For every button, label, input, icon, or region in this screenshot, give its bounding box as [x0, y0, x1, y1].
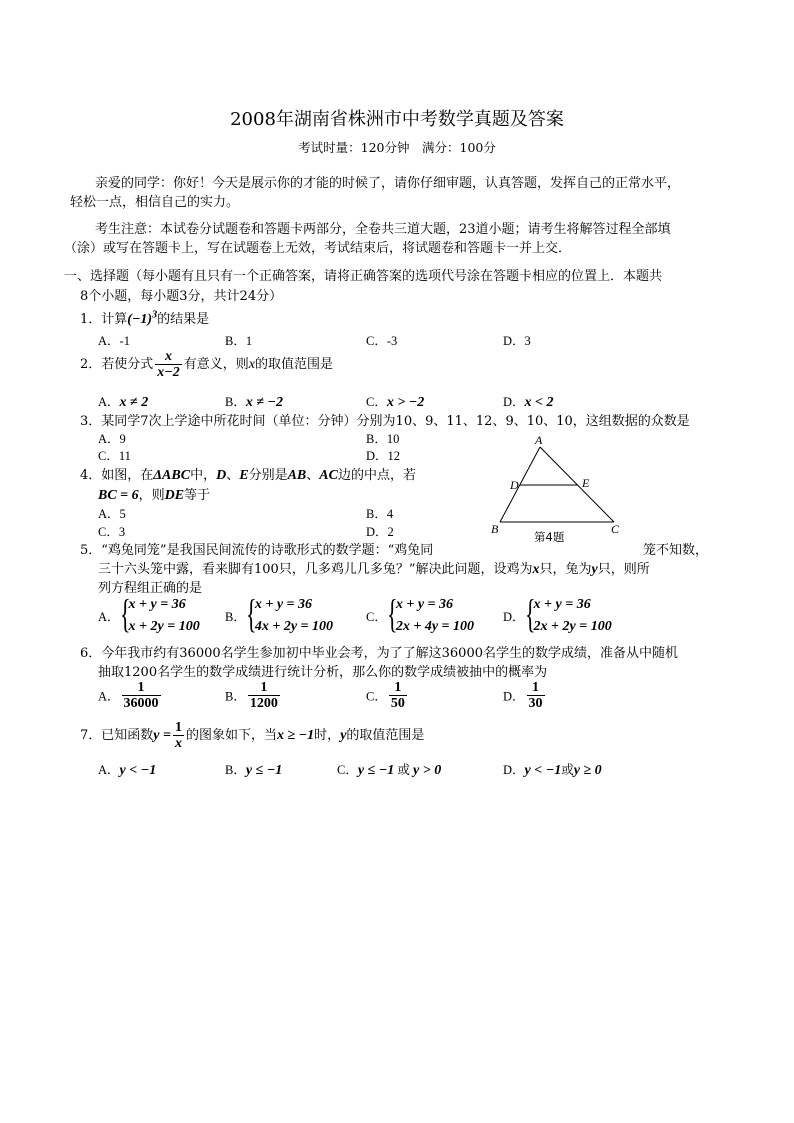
q5-option-a: A． { x + y = 36 x + 2y = 100 [98, 591, 200, 636]
intro-line-1: 亲爱的同学：你好！今天是展示你的才能的时候了，请你仔细审题，认真答题，发挥自己的正常水平， [95, 176, 681, 191]
q1-prefix: 1．计算 [80, 312, 128, 327]
notice-line-2: （涂）或写在答题卡上，写在试题卷上无效，考试结束后，将试题卷和答题卡一并上交． [64, 241, 572, 256]
q2-option-a: A．x ≠ 2 [98, 395, 149, 410]
exam-info: 考试时量：120分钟 满分：100分 [298, 140, 496, 155]
q2-fraction: $\frac{x}{x-2}$ [157, 349, 180, 380]
q6-option-a: A． $\frac{1}{36000}$ [98, 680, 159, 711]
q7-option-a: A．y < −1 [98, 763, 157, 778]
question-5-line-2: 三十六头笼中露，看来脚有100只，几多鸡儿几多兔？”解决此问题，设鸡为x只，兔为y只，则所 [98, 562, 650, 577]
notice-line-1: 考生注意：本试卷分试题卷和答题卡两部分，全卷共三道大题，23道小题；请考生将解答过程全部填 [95, 222, 671, 237]
question-4-line-2: BC = 6，则DE等于 [98, 488, 211, 503]
question-5-line-3: 列方程组正确的是 [98, 581, 203, 596]
q2-prefix: 2．若使分式 [80, 357, 154, 372]
q1-option-b: B．1 [225, 334, 253, 348]
question-6-line-1: 6．今年我市约有36000名学生参加初中毕业会考，为了了解这36000名学生的数学成绩，准备从中随机 [80, 646, 678, 661]
page-title: 2008年湖南省株洲市中考数学真题及答案 [230, 109, 564, 130]
figure-caption: 第4题 [534, 530, 565, 544]
point-e-label: E [582, 476, 590, 490]
q5-option-b: B． { x + y = 36 4x + 2y = 100 [225, 591, 334, 636]
q5-option-c: C． { x + y = 36 2x + 4y = 100 [366, 591, 475, 636]
question-4-line-1: 4．如图，在ΔABC中，D、E分别是AB、AC边的中点，若 [80, 468, 416, 483]
q6-option-c: C． $\frac{1}{50}$ [366, 680, 405, 711]
section-heading: 一、选择题（每小题有且只有一个正确答案，请将正确答案的选项代号涂在答题卡相应的位置上．本题共 [64, 269, 663, 284]
q5-option-d: D． { x + y = 36 2x + 2y = 100 [503, 591, 612, 636]
question-7: 7．已知函数y = $\frac{1}{x}$ 的图象如下，当x ≥ −1时，y的取值范围是 [80, 720, 425, 751]
q2-option-d: D．x < 2 [503, 395, 554, 410]
q7-option-d: D．y < −1或y ≥ 0 [503, 763, 602, 778]
q4-option-c: C．3 [98, 525, 126, 539]
q1-option-c: C．-3 [366, 334, 398, 348]
q1-option-d: D．3 [503, 334, 531, 348]
q6-option-b: B． $\frac{1}{1200}$ [225, 680, 278, 711]
q6-option-d: D． $\frac{1}{30}$ [503, 680, 543, 711]
intro-line-2: 轻松一点，相信自己的实力。 [70, 195, 240, 210]
vertex-b-label: B [491, 522, 499, 536]
q2-mid: 有意义，则 [183, 357, 249, 372]
q3-option-b: B．10 [366, 432, 400, 446]
q2-option-b: B．x ≠ −2 [225, 395, 284, 410]
q3-option-c: C．11 [98, 449, 131, 463]
point-d-label: D [510, 478, 519, 492]
q3-option-d: D．12 [366, 449, 401, 463]
q1-option-a: A．-1 [98, 334, 130, 348]
question-5-line-1a: 5．“鸡兔同笼”是我国民间流传的诗歌形式的数学题：“鸡兔同 [80, 543, 434, 558]
q1-expr: (−1) [127, 312, 153, 327]
q3-option-a: A．9 [98, 432, 126, 446]
question-3: 3．某同学7次上学途中所花时间（单位：分钟）分别为10、9、11、12、9、10、10，这组数据的众数是 [80, 414, 690, 429]
question-5-line-1b: 笼不知数， [643, 543, 709, 558]
q1-exp: 3 [152, 309, 158, 321]
question-2 [80, 349, 333, 380]
vertex-a-label: A [535, 433, 543, 447]
q7-option-b: B．y ≤ −1 [225, 763, 283, 778]
triangle-figure [488, 432, 628, 550]
q4-option-b: B．4 [366, 507, 394, 521]
section-note: 8个小题，每小题3分，共计24分） [80, 289, 283, 304]
vertex-c-label: C [611, 522, 620, 536]
q7-option-c: C．y ≤ −1 或 y > 0 [337, 763, 442, 778]
question-6-line-2: 抽取1200名学生的数学成绩进行统计分析，那么你的数学成绩被抽中的概率为 [98, 665, 548, 680]
q4-option-a: A．5 [98, 507, 126, 521]
q4-option-d: D．2 [366, 525, 394, 539]
q2-var: x [248, 357, 255, 372]
question-1 [80, 308, 209, 328]
q2-option-c: C．x > −2 [366, 395, 425, 410]
q2-suffix: 的取值范围是 [255, 357, 334, 372]
q1-suffix: 的结果是 [157, 312, 210, 327]
